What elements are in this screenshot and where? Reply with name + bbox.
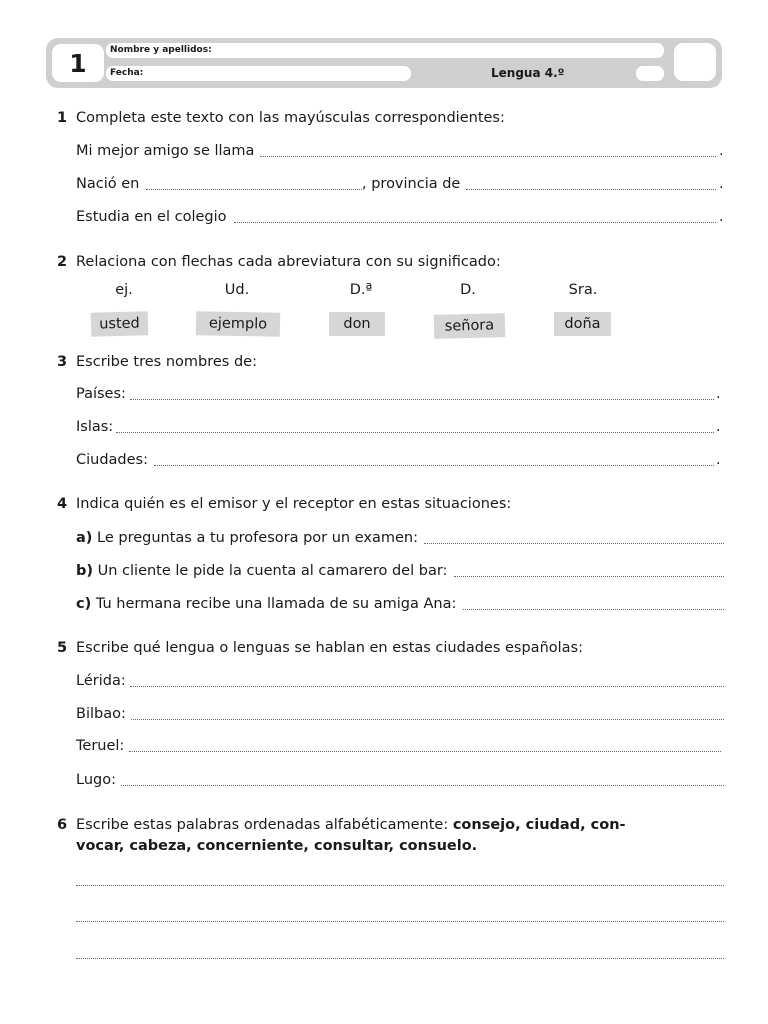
q3-period: . xyxy=(716,386,721,402)
q3-answer-line[interactable] xyxy=(130,399,714,400)
abbreviation-item: Ud. xyxy=(224,282,250,298)
q1-line2-period: . xyxy=(719,176,724,192)
meaning-card[interactable]: señora xyxy=(434,313,506,339)
q3-line-label: Países: xyxy=(76,386,126,402)
q1-line3-period: . xyxy=(719,209,724,225)
q3-line-label: Ciudades: xyxy=(76,452,148,468)
question-number-4: 4 xyxy=(57,496,68,512)
name-label: Nombre y apellidos: xyxy=(110,45,212,55)
abbreviation-item: D. xyxy=(460,282,476,298)
q1-line1-answer[interactable] xyxy=(260,156,716,157)
question-5-prompt: Escribe qué lengua o lenguas se hablan en estas ciudades españolas: xyxy=(76,640,583,656)
q1-line2-answer-b[interactable] xyxy=(466,189,716,190)
meaning-card[interactable]: ejemplo xyxy=(196,311,280,336)
date-label: Fecha: xyxy=(110,68,144,78)
abbreviation-item: ej. xyxy=(115,282,133,298)
q3-answer-line[interactable] xyxy=(154,465,714,466)
q4-item-text: Un cliente le pide la cuenta al camarero del bar: xyxy=(97,563,448,579)
q6-answer-line[interactable] xyxy=(76,958,724,959)
q4-item-b xyxy=(76,562,447,580)
question-3-prompt: Escribe tres nombres de: xyxy=(76,354,257,370)
grade-field-small[interactable] xyxy=(636,66,664,81)
q1-line3-label: Estudia en el colegio xyxy=(76,209,227,225)
q1-line3-answer[interactable] xyxy=(234,222,716,223)
question-4-prompt: Indica quién es el emisor y el receptor en estas situaciones: xyxy=(76,496,512,512)
meaning-card[interactable]: don xyxy=(329,312,385,336)
q1-line2-label-b: , provincia de xyxy=(362,176,461,192)
q5-answer-line[interactable] xyxy=(130,686,724,687)
question-1-prompt: Completa este texto con las mayúsculas correspondientes: xyxy=(76,110,505,126)
q1-line1-period: . xyxy=(719,143,724,159)
q5-answer-line[interactable] xyxy=(131,719,724,720)
q4-answer-line[interactable] xyxy=(454,576,724,577)
q4-item-c xyxy=(76,595,456,613)
question-number-5: 5 xyxy=(57,640,68,656)
question-number-2: 2 xyxy=(57,254,68,270)
question-number-1: 1 xyxy=(57,110,68,126)
q6-words-line2: vocar, cabeza, concerniente, consultar, consuelo. xyxy=(76,838,478,854)
abbreviation-item: Sra. xyxy=(568,282,598,298)
q4-item-letter: c) xyxy=(76,596,92,612)
q3-line-label: Islas: xyxy=(76,419,114,435)
name-field[interactable] xyxy=(106,43,664,58)
q1-line1-label: Mi mejor amigo se llama xyxy=(76,143,255,159)
q5-city-label: Teruel: xyxy=(76,738,125,754)
unit-number: 1 xyxy=(52,44,104,82)
q6-words-line1: consejo, ciudad, con- xyxy=(452,817,626,833)
q5-answer-line[interactable] xyxy=(121,785,724,786)
q1-line2-label-a: Nació en xyxy=(76,176,140,192)
meaning-card[interactable]: doña xyxy=(554,312,611,336)
q4-item-a xyxy=(76,529,418,547)
q5-answer-line[interactable] xyxy=(129,751,721,752)
q5-city-label: Bilbao: xyxy=(76,706,126,722)
q4-item-text: Tu hermana recibe una llamada de su amiga Ana: xyxy=(95,596,457,612)
grade-field[interactable] xyxy=(674,43,716,81)
q3-answer-line[interactable] xyxy=(116,432,714,433)
q4-answer-line[interactable] xyxy=(424,543,724,544)
worksheet-header xyxy=(46,38,722,88)
meaning-card[interactable]: usted xyxy=(91,311,149,336)
date-field[interactable] xyxy=(106,66,411,81)
abbreviation-item: D.ª xyxy=(349,282,373,298)
q5-city-label: Lugo: xyxy=(76,772,116,788)
q4-item-letter: a) xyxy=(76,530,93,546)
q6-answer-line[interactable] xyxy=(76,885,724,886)
q4-answer-line[interactable] xyxy=(463,609,724,610)
q3-period: . xyxy=(716,419,721,435)
subject-label: Lengua 4.º xyxy=(491,66,565,80)
q5-city-label: Lérida: xyxy=(76,673,126,689)
q6-answer-line[interactable] xyxy=(76,921,724,922)
question-number-6: 6 xyxy=(57,817,68,833)
question-2-prompt: Relaciona con flechas cada abreviatura con su significado: xyxy=(76,254,501,270)
question-6-prompt xyxy=(76,816,626,834)
q6-prompt-text: Escribe estas palabras ordenadas alfabéticamente: xyxy=(76,817,449,833)
question-number-3: 3 xyxy=(57,354,68,370)
q4-item-text: Le preguntas a tu profesora por un examen: xyxy=(97,530,418,546)
q3-period: . xyxy=(716,452,721,468)
q1-line2-answer-a[interactable] xyxy=(146,189,362,190)
q4-item-letter: b) xyxy=(76,563,94,579)
